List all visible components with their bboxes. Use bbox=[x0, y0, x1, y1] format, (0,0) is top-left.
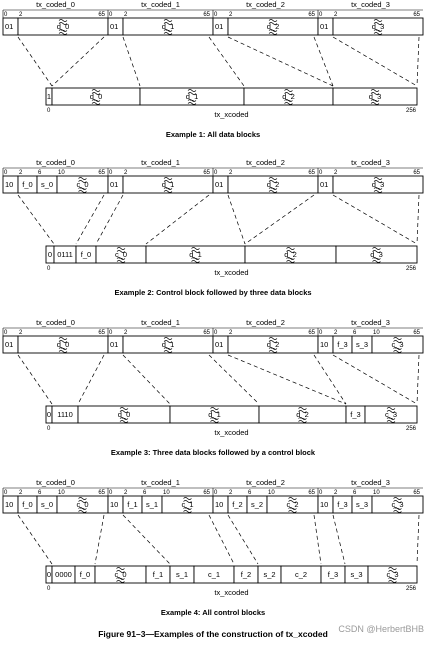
field-label: 01 bbox=[215, 340, 224, 349]
bit-index: 0 bbox=[214, 330, 218, 336]
field-label: 01 bbox=[110, 340, 119, 349]
bit-index: 0 bbox=[4, 170, 8, 176]
bit-index: 65 bbox=[203, 490, 210, 496]
field-label: s_2 bbox=[250, 500, 264, 509]
field-label: 10 bbox=[5, 500, 14, 509]
block-name: tx_coded_3 bbox=[351, 478, 390, 487]
bit-index: 0 bbox=[319, 12, 323, 18]
example-caption: Example 3: Three data blocks followed by a control block bbox=[110, 448, 316, 457]
bit-index: 0 bbox=[109, 330, 113, 336]
block-name: tx_coded_1 bbox=[141, 318, 180, 327]
mapping-lines bbox=[18, 37, 419, 86]
tx-coded-block-1 bbox=[108, 478, 213, 513]
xcoded-field-label: 0 bbox=[47, 250, 53, 259]
field-label: d_1 bbox=[161, 22, 175, 31]
bit-index: 10 bbox=[268, 490, 275, 496]
xcoded-field-label: f_3 bbox=[327, 570, 339, 579]
bit-index: 0 bbox=[214, 170, 218, 176]
xcoded-field-label: f_0 bbox=[80, 250, 92, 259]
field-label: d_3 bbox=[371, 180, 385, 189]
tx-coded-block-1 bbox=[108, 0, 213, 35]
xcoded-field-label: s_2 bbox=[263, 570, 276, 579]
tx-coded-block-1 bbox=[108, 318, 213, 353]
bit-index: 2 bbox=[124, 490, 128, 496]
xcoded-field-label: f_1 bbox=[152, 570, 164, 579]
bit-index: 65 bbox=[308, 170, 315, 176]
field-label: f_0 bbox=[22, 500, 33, 509]
bit-index: 2 bbox=[229, 170, 233, 176]
bit-index: 0 bbox=[47, 586, 51, 592]
bit-index: 6 bbox=[38, 490, 42, 496]
field-label: 10 bbox=[5, 180, 14, 189]
bit-index: 0 bbox=[109, 170, 113, 176]
field-label: s_3 bbox=[355, 340, 369, 349]
bit-index: 0 bbox=[319, 170, 323, 176]
bit-index: 2 bbox=[229, 330, 233, 336]
block-name: tx_coded_1 bbox=[141, 0, 180, 9]
bit-index: 2 bbox=[334, 330, 338, 336]
xcoded-field-label: c_0 bbox=[114, 250, 128, 259]
block-name: tx_coded_1 bbox=[141, 478, 180, 487]
field-label: d_1 bbox=[161, 180, 175, 189]
bit-index: 2 bbox=[124, 12, 128, 18]
xcoded-name: tx_xcoded bbox=[214, 268, 249, 277]
field-label: s_3 bbox=[355, 500, 369, 509]
xcoded-field-label: d_0 bbox=[117, 410, 131, 419]
xcoded-field-label: f_2 bbox=[240, 570, 252, 579]
tx-xcoded-row bbox=[46, 246, 417, 277]
mapping-lines bbox=[18, 355, 419, 404]
bit-index: 65 bbox=[308, 12, 315, 18]
tx-coded-block-2 bbox=[213, 0, 318, 35]
bit-index: 0 bbox=[319, 330, 323, 336]
xcoded-field-label: s_3 bbox=[350, 570, 363, 579]
figure-caption: Figure 91–3—Examples of the construction of tx_xcoded bbox=[98, 629, 328, 639]
bit-index: 10 bbox=[58, 170, 65, 176]
field-label: 01 bbox=[110, 22, 119, 31]
tx-coded-block-2 bbox=[213, 478, 318, 513]
mapping-lines bbox=[18, 515, 419, 564]
field-label: f_0 bbox=[22, 180, 33, 189]
field-label: d_2 bbox=[266, 340, 280, 349]
tx-xcoded-row bbox=[46, 88, 417, 119]
bit-index: 6 bbox=[353, 490, 357, 496]
block-name: tx_coded_2 bbox=[246, 318, 285, 327]
bit-index: 65 bbox=[98, 490, 105, 496]
tx-coded-block-3 bbox=[318, 0, 423, 35]
bit-index: 65 bbox=[308, 490, 315, 496]
field-label: c_1 bbox=[181, 500, 194, 509]
bit-index: 6 bbox=[38, 170, 42, 176]
bit-index: 0 bbox=[47, 266, 51, 272]
bit-index: 2 bbox=[19, 330, 23, 336]
bit-index: 2 bbox=[19, 490, 23, 496]
xcoded-field-label: 0111 bbox=[57, 250, 73, 259]
xcoded-field-label: f_3 bbox=[350, 410, 361, 419]
bit-index: 65 bbox=[308, 330, 315, 336]
field-label: s_0 bbox=[40, 180, 54, 189]
xcoded-field-label: f_0 bbox=[79, 570, 91, 579]
bit-index: 0 bbox=[214, 12, 218, 18]
block-name: tx_coded_0 bbox=[36, 318, 75, 327]
xcoded-field-label: s_1 bbox=[175, 570, 189, 579]
bit-index: 256 bbox=[405, 108, 416, 114]
xcoded-field-label: d_0 bbox=[89, 92, 103, 101]
field-label: 01 bbox=[5, 22, 14, 31]
example-3 bbox=[3, 318, 423, 457]
xcoded-field-label: d_1 bbox=[208, 410, 221, 419]
block-name: tx_coded_2 bbox=[246, 158, 285, 167]
bit-index: 2 bbox=[124, 330, 128, 336]
xcoded-field-label: c_3 bbox=[386, 570, 399, 579]
field-label: d_0 bbox=[56, 22, 70, 31]
bit-index: 256 bbox=[405, 426, 416, 432]
bit-index: 2 bbox=[19, 12, 23, 18]
tx-coded-block-3 bbox=[318, 158, 423, 193]
bit-index: 65 bbox=[98, 12, 105, 18]
bit-index: 10 bbox=[373, 490, 380, 496]
field-label: f_3 bbox=[337, 500, 348, 509]
example-caption: Example 1: All data blocks bbox=[165, 130, 261, 139]
bit-index: 256 bbox=[405, 266, 416, 272]
tx-coded-block-0 bbox=[3, 0, 108, 35]
field-label: s_1 bbox=[145, 500, 159, 509]
field-label: f_1 bbox=[127, 500, 138, 509]
bit-index: 0 bbox=[214, 490, 218, 496]
xcoded-field-label: d_3 bbox=[368, 92, 382, 101]
field-label: 01 bbox=[320, 22, 329, 31]
field-label: d_2 bbox=[266, 22, 280, 31]
xcoded-name: tx_xcoded bbox=[214, 428, 249, 437]
block-name: tx_coded_2 bbox=[246, 0, 285, 9]
tx-coded-block-3 bbox=[318, 478, 423, 513]
field-label: 01 bbox=[5, 340, 14, 349]
bit-index: 65 bbox=[413, 12, 420, 18]
field-label: d_0 bbox=[56, 340, 70, 349]
bit-index: 0 bbox=[4, 330, 8, 336]
bit-index: 65 bbox=[98, 330, 105, 336]
xcoded-field-label: d_1 bbox=[185, 92, 199, 101]
example-1 bbox=[3, 0, 423, 139]
bit-index: 2 bbox=[229, 12, 233, 18]
bit-index: 6 bbox=[248, 490, 252, 496]
xcoded-field-label: c_0 bbox=[114, 570, 127, 579]
bit-index: 0 bbox=[4, 12, 8, 18]
block-name: tx_coded_3 bbox=[351, 158, 390, 167]
xcoded-name: tx_xcoded bbox=[214, 588, 249, 597]
tx-coded-block-2 bbox=[213, 318, 318, 353]
mapping-lines bbox=[18, 195, 419, 244]
xcoded-field-label: 1110 bbox=[57, 410, 73, 419]
field-label: 01 bbox=[110, 180, 119, 189]
field-label: 01 bbox=[320, 180, 329, 189]
bit-index: 0 bbox=[4, 490, 8, 496]
tx-coded-block-1 bbox=[108, 158, 213, 193]
bit-index: 10 bbox=[163, 490, 170, 496]
field-label: 10 bbox=[110, 500, 119, 509]
xcoded-field-label: d_1 bbox=[189, 250, 202, 259]
xcoded-field-label: d_2 bbox=[296, 410, 309, 419]
xcoded-field-label: 1 bbox=[46, 92, 52, 101]
xcoded-field-label: 0 bbox=[46, 410, 52, 419]
tx-xcoded-row bbox=[46, 566, 417, 597]
field-label: d_1 bbox=[161, 340, 175, 349]
bit-index: 0 bbox=[47, 426, 51, 432]
xcoded-field-label: d_2 bbox=[282, 92, 295, 101]
bit-index: 65 bbox=[203, 170, 210, 176]
bit-index: 2 bbox=[19, 170, 23, 176]
watermark: CSDN @HerbertBHB bbox=[338, 624, 424, 634]
xcoded-field-label: c_3 bbox=[384, 410, 398, 419]
bit-index: 2 bbox=[334, 490, 338, 496]
field-label: s_0 bbox=[40, 500, 54, 509]
bit-index: 65 bbox=[413, 490, 420, 496]
example-4 bbox=[3, 478, 423, 617]
bit-index: 2 bbox=[229, 490, 233, 496]
field-label: c_0 bbox=[76, 180, 89, 189]
bit-index: 65 bbox=[203, 330, 210, 336]
bit-index: 0 bbox=[47, 108, 51, 114]
field-label: 10 bbox=[320, 500, 329, 509]
block-name: tx_coded_0 bbox=[36, 158, 75, 167]
bit-index: 2 bbox=[334, 12, 338, 18]
example-2 bbox=[3, 158, 423, 297]
block-name: tx_coded_3 bbox=[351, 318, 390, 327]
block-name: tx_coded_2 bbox=[246, 478, 285, 487]
field-label: c_2 bbox=[286, 500, 299, 509]
field-label: d_2 bbox=[266, 180, 280, 189]
field-label: f_3 bbox=[337, 340, 348, 349]
bit-index: 6 bbox=[143, 490, 147, 496]
bit-index: 6 bbox=[353, 330, 357, 336]
field-label: 01 bbox=[215, 22, 224, 31]
bit-index: 65 bbox=[413, 330, 420, 336]
field-label: f_2 bbox=[232, 500, 243, 509]
tx-coded-block-3 bbox=[318, 318, 423, 353]
tx-coded-block-0 bbox=[3, 318, 108, 353]
xcoded-field-label: 0 bbox=[46, 570, 52, 579]
field-label: c_3 bbox=[391, 340, 404, 349]
field-label: 01 bbox=[215, 180, 224, 189]
bit-index: 0 bbox=[319, 490, 323, 496]
block-name: tx_coded_0 bbox=[36, 478, 75, 487]
field-label: 10 bbox=[320, 340, 329, 349]
bit-index: 0 bbox=[109, 12, 113, 18]
bit-index: 0 bbox=[109, 490, 113, 496]
bit-index: 65 bbox=[203, 12, 210, 18]
field-label: c_0 bbox=[76, 500, 89, 509]
field-label: d_3 bbox=[371, 22, 385, 31]
xcoded-field-label: d_2 bbox=[284, 250, 297, 259]
bit-index: 65 bbox=[413, 170, 420, 176]
tx-coded-block-2 bbox=[213, 158, 318, 193]
tx-coded-block-0 bbox=[3, 478, 108, 513]
block-name: tx_coded_1 bbox=[141, 158, 180, 167]
xcoded-name: tx_xcoded bbox=[214, 110, 249, 119]
xcoded-field-label: c_2 bbox=[294, 570, 308, 579]
block-name: tx_coded_3 bbox=[351, 0, 390, 9]
bit-index: 10 bbox=[373, 330, 380, 336]
xcoded-field-label: c_1 bbox=[207, 570, 221, 579]
example-caption: Example 4: All control blocks bbox=[160, 608, 266, 617]
xcoded-field-label: 0000 bbox=[55, 570, 72, 579]
field-label: c_3 bbox=[391, 500, 404, 509]
block-name: tx_coded_0 bbox=[36, 0, 75, 9]
bit-index: 2 bbox=[334, 170, 338, 176]
xcoded-field-label: d_3 bbox=[370, 250, 383, 259]
field-label: 10 bbox=[215, 500, 224, 509]
tx-coded-block-0 bbox=[3, 158, 108, 193]
tx-xcoded-row bbox=[46, 406, 417, 437]
bit-index: 2 bbox=[124, 170, 128, 176]
bit-index: 10 bbox=[58, 490, 65, 496]
bit-index: 256 bbox=[405, 586, 416, 592]
bit-index: 65 bbox=[98, 170, 105, 176]
example-caption: Example 2: Control block followed by three data blocks bbox=[114, 288, 312, 297]
